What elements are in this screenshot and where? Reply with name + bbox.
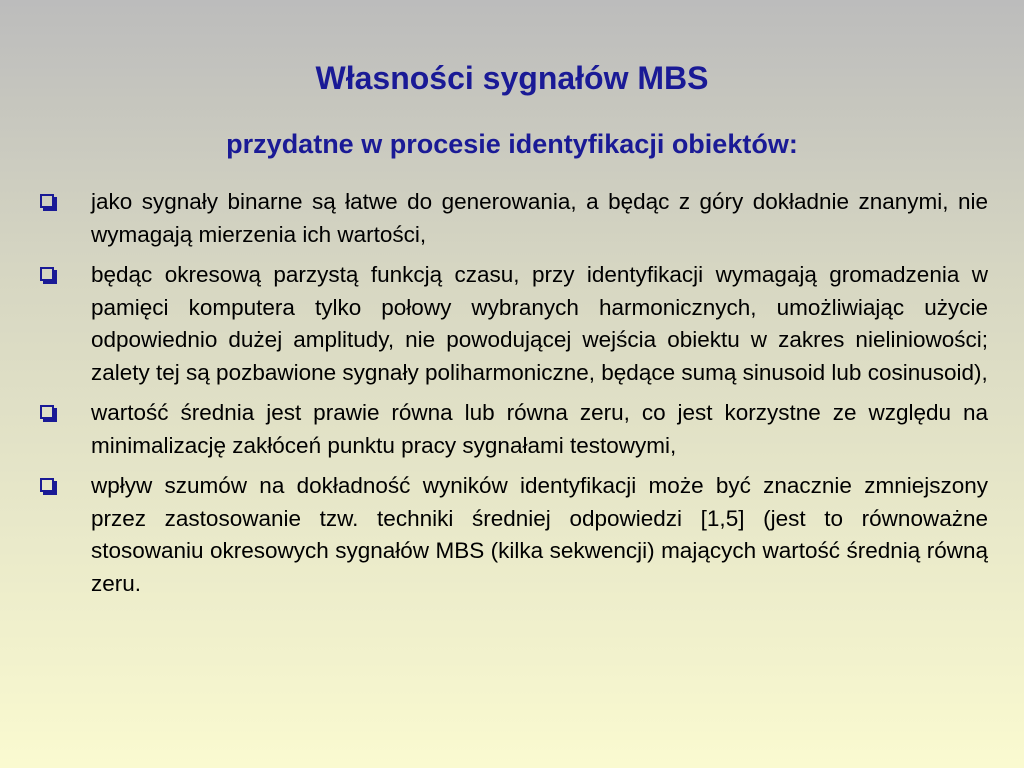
square-bullet-icon [40, 194, 54, 208]
bullet-text: jako sygnały binarne są łatwe do generowania, a będąc z góry dokładnie znanymi, nie wymagają mierzenia ich wartości, [91, 189, 988, 247]
list-item [40, 186, 988, 251]
list-item [40, 259, 988, 389]
bullet-text: wartość średnia jest prawie równa lub równa zeru, co jest korzystne ze względu na minimalizację zakłóceń punktu pracy sygnałami testowymi, [91, 400, 988, 458]
bullet-text: wpływ szumów na dokładność wyników identyfikacji może być znacznie zmniejszony przez zastosowanie tzw. techniki średniej odpowiedzi [1,5] (jest to równoważne stosowaniu okresowych sygnałów MBS (kilka sekwencji) mających wartość średnią równą zeru. [91, 473, 988, 596]
bullet-text: będąc okresową parzystą funkcją czasu, przy identyfikacji wymagają gromadzenia w pamięci komputera tylko połowy wybranych harmonicznych, umożliwiając użycie odpowiednio dużej amplitudy, nie powodującej wejścia obiektu w zakres nieliniowości; zalety tej są pozbawione sygnały poliharmoniczne, będące sumą sinusoid lub cosinusoid), [91, 262, 988, 385]
square-bullet-icon [40, 267, 54, 281]
square-bullet-icon [40, 405, 54, 419]
list-item [40, 397, 988, 462]
square-bullet-icon [40, 478, 54, 492]
slide-title: Własności sygnałów MBS [315, 60, 709, 96]
list-item [40, 470, 988, 600]
bullet-list [40, 186, 988, 608]
slide-subtitle: przydatne w procesie identyfikacji obiektów: [226, 129, 798, 159]
